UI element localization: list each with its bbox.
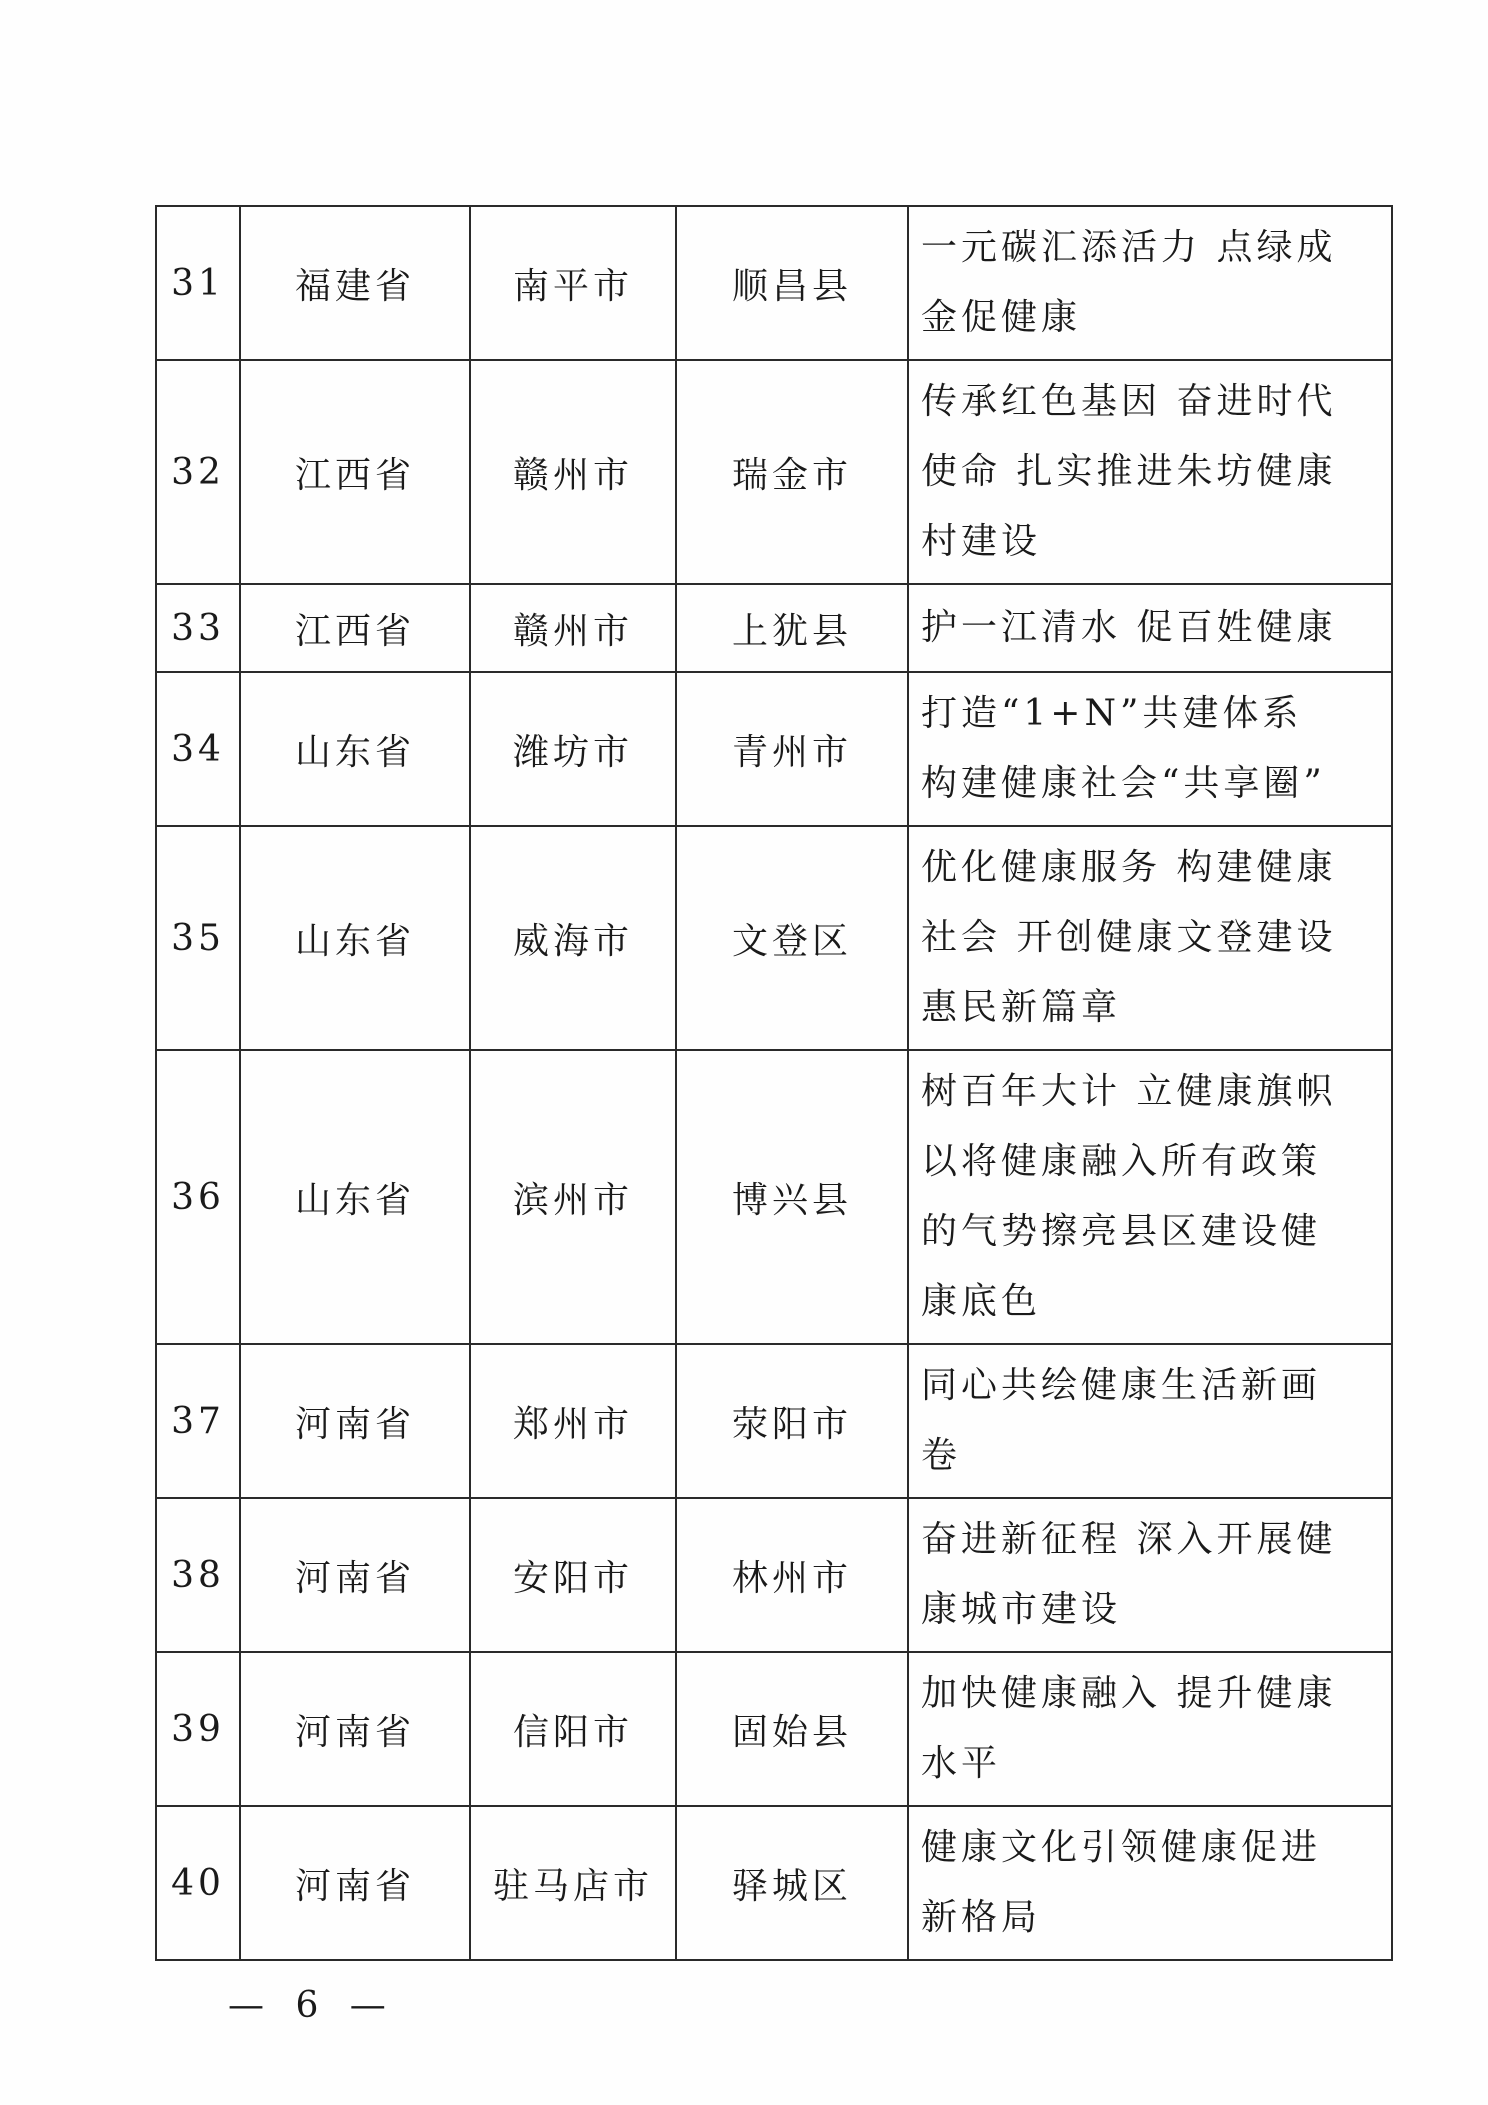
county-cell: 林州市	[676, 1498, 908, 1652]
project-title-cell: 健康文化引领健康促进 新格局	[908, 1806, 1392, 1960]
province-cell: 江西省	[240, 584, 470, 672]
county-cell: 青州市	[676, 672, 908, 826]
province-cell: 河南省	[240, 1806, 470, 1960]
project-title-cell: 一元碳汇添活力 点绿成 金促健康	[908, 206, 1392, 360]
county-cell: 固始县	[676, 1652, 908, 1806]
province-cell: 河南省	[240, 1652, 470, 1806]
county-cell: 驿城区	[676, 1806, 908, 1960]
province-cell: 山东省	[240, 672, 470, 826]
table-row	[156, 1806, 1392, 1960]
row-number-cell: 40	[156, 1806, 240, 1960]
city-cell: 赣州市	[470, 584, 676, 672]
row-number-cell: 39	[156, 1652, 240, 1806]
table-row	[156, 360, 1392, 584]
project-title-cell: 树百年大计 立健康旗帜 以将健康融入所有政策 的气势擦亮县区建设健 康底色	[908, 1050, 1392, 1344]
city-cell: 南平市	[470, 206, 676, 360]
city-cell: 赣州市	[470, 360, 676, 584]
project-title-cell: 优化健康服务 构建健康 社会 开创健康文登建设 惠民新篇章	[908, 826, 1392, 1050]
city-cell: 安阳市	[470, 1498, 676, 1652]
project-title-cell: 奋进新征程 深入开展健 康城市建设	[908, 1498, 1392, 1652]
table-body	[156, 206, 1392, 1960]
table-row	[156, 206, 1392, 360]
city-cell: 滨州市	[470, 1050, 676, 1344]
table-row	[156, 672, 1392, 826]
table-row	[156, 1344, 1392, 1498]
row-number-cell: 32	[156, 360, 240, 584]
row-number-cell: 38	[156, 1498, 240, 1652]
county-cell: 瑞金市	[676, 360, 908, 584]
table-row	[156, 826, 1392, 1050]
province-cell: 山东省	[240, 1050, 470, 1344]
city-cell: 威海市	[470, 826, 676, 1050]
county-cell: 荥阳市	[676, 1344, 908, 1498]
county-cell: 上犹县	[676, 584, 908, 672]
row-number-cell: 37	[156, 1344, 240, 1498]
province-cell: 福建省	[240, 206, 470, 360]
province-cell: 江西省	[240, 360, 470, 584]
county-cell: 博兴县	[676, 1050, 908, 1344]
table-row	[156, 1050, 1392, 1344]
row-number-cell: 33	[156, 584, 240, 672]
table-row	[156, 584, 1392, 672]
county-list-table	[155, 205, 1393, 1961]
table-row	[156, 1652, 1392, 1806]
county-cell: 顺昌县	[676, 206, 908, 360]
row-number-cell: 31	[156, 206, 240, 360]
project-title-cell: 打造“1+N”共建体系 构建健康社会“共享圈”	[908, 672, 1392, 826]
city-cell: 信阳市	[470, 1652, 676, 1806]
project-title-cell: 护一江清水 促百姓健康	[908, 584, 1392, 672]
project-title-cell: 同心共绘健康生活新画 卷	[908, 1344, 1392, 1498]
row-number-cell: 35	[156, 826, 240, 1050]
province-cell: 河南省	[240, 1344, 470, 1498]
city-cell: 郑州市	[470, 1344, 676, 1498]
province-cell: 河南省	[240, 1498, 470, 1652]
city-cell: 驻马店市	[470, 1806, 676, 1960]
page-number: — 6 —	[228, 1985, 396, 2026]
county-cell: 文登区	[676, 826, 908, 1050]
row-number-cell: 36	[156, 1050, 240, 1344]
province-cell: 山东省	[240, 826, 470, 1050]
city-cell: 潍坊市	[470, 672, 676, 826]
row-number-cell: 34	[156, 672, 240, 826]
project-title-cell: 传承红色基因 奋进时代 使命 扎实推进朱坊健康 村建设	[908, 360, 1392, 584]
table-row	[156, 1498, 1392, 1652]
project-title-cell: 加快健康融入 提升健康 水平	[908, 1652, 1392, 1806]
